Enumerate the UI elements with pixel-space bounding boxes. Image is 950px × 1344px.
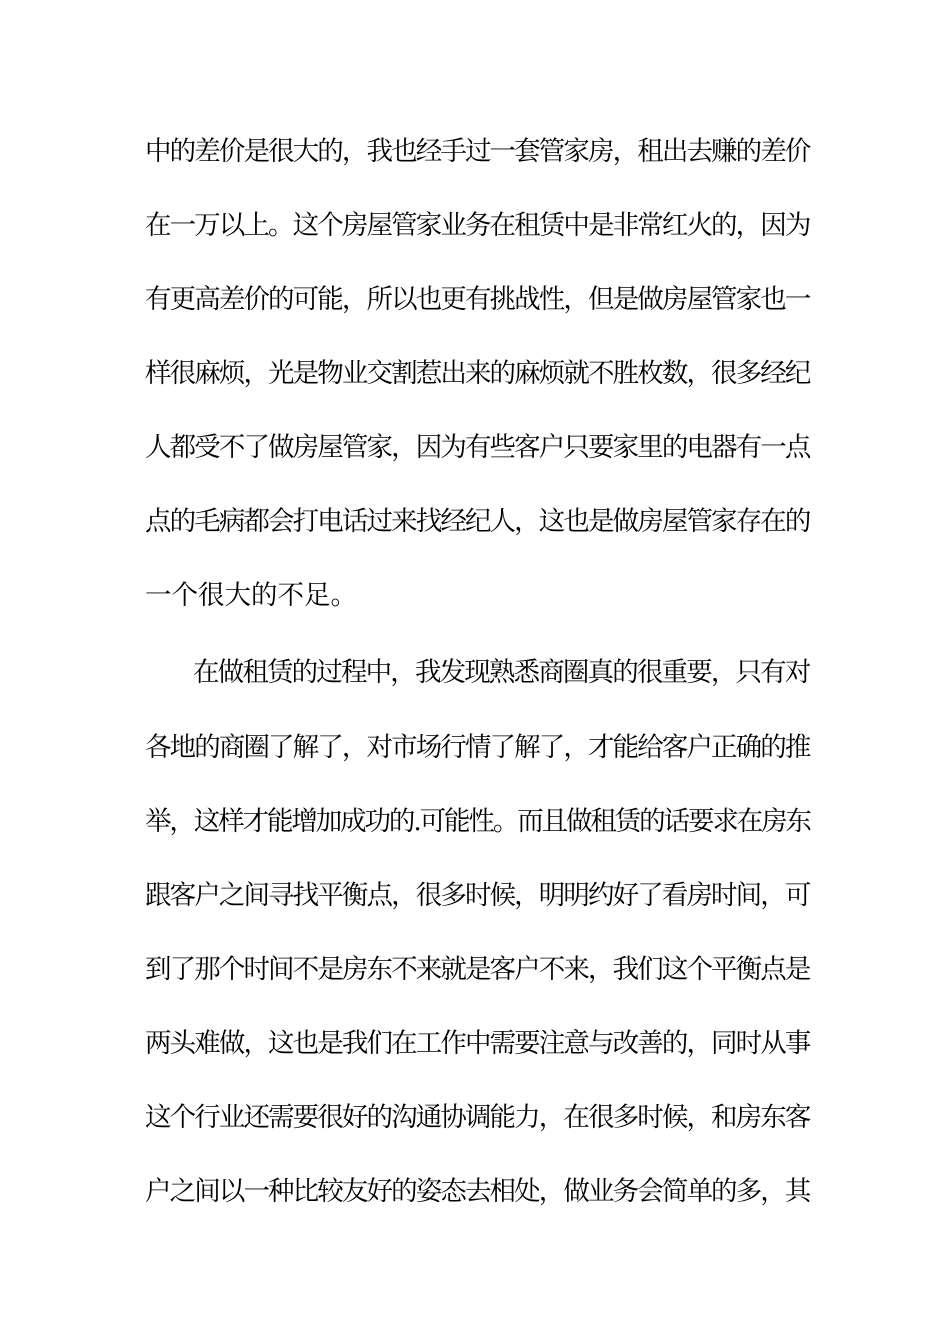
text-line: 举，这样才能增加成功的.可能性。而且做租赁的话要求在房东: [145, 806, 810, 837]
text-line: 两头难做，这也是我们在工作中需要注意与改善的，同时从事: [145, 1028, 810, 1059]
text-line: 到了那个时间不是房东不来就是客户不来，我们这个平衡点是: [145, 954, 810, 985]
text-line: 户之间以一种比较友好的姿态去相处，做业务会简单的多，其: [145, 1176, 810, 1207]
text-line: 跟客户之间寻找平衡点，很多时候，明明约好了看房时间，可: [145, 880, 810, 911]
text-line: 样很麻烦，光是物业交割惹出来的麻烦就不胜枚数，很多经纪: [145, 358, 810, 389]
text-line: 在一万以上。这个房屋管家业务在租赁中是非常红火的，因为: [145, 210, 810, 241]
text-line: 一个很大的不足。: [145, 580, 357, 611]
text-line: 在做租赁的过程中，我发现熟悉商圈真的很重要，只有对: [193, 657, 810, 688]
text-line: 人都受不了做房屋管家，因为有些客户只要家里的电器有一点: [145, 432, 810, 463]
text-line: 中的差价是很大的，我也经手过一套管家房，租出去赚的差价: [145, 136, 810, 167]
text-line: 这个行业还需要很好的沟通协调能力，在很多时候，和房东客: [145, 1102, 810, 1133]
text-line: 各地的商圈了解了，对市场行情了解了，才能给客户正确的推: [145, 732, 810, 763]
text-line: 点的毛病都会打电话过来找经纪人，这也是做房屋管家存在的: [145, 506, 810, 537]
text-line: 有更高差价的可能，所以也更有挑战性，但是做房屋管家也一: [145, 284, 810, 315]
